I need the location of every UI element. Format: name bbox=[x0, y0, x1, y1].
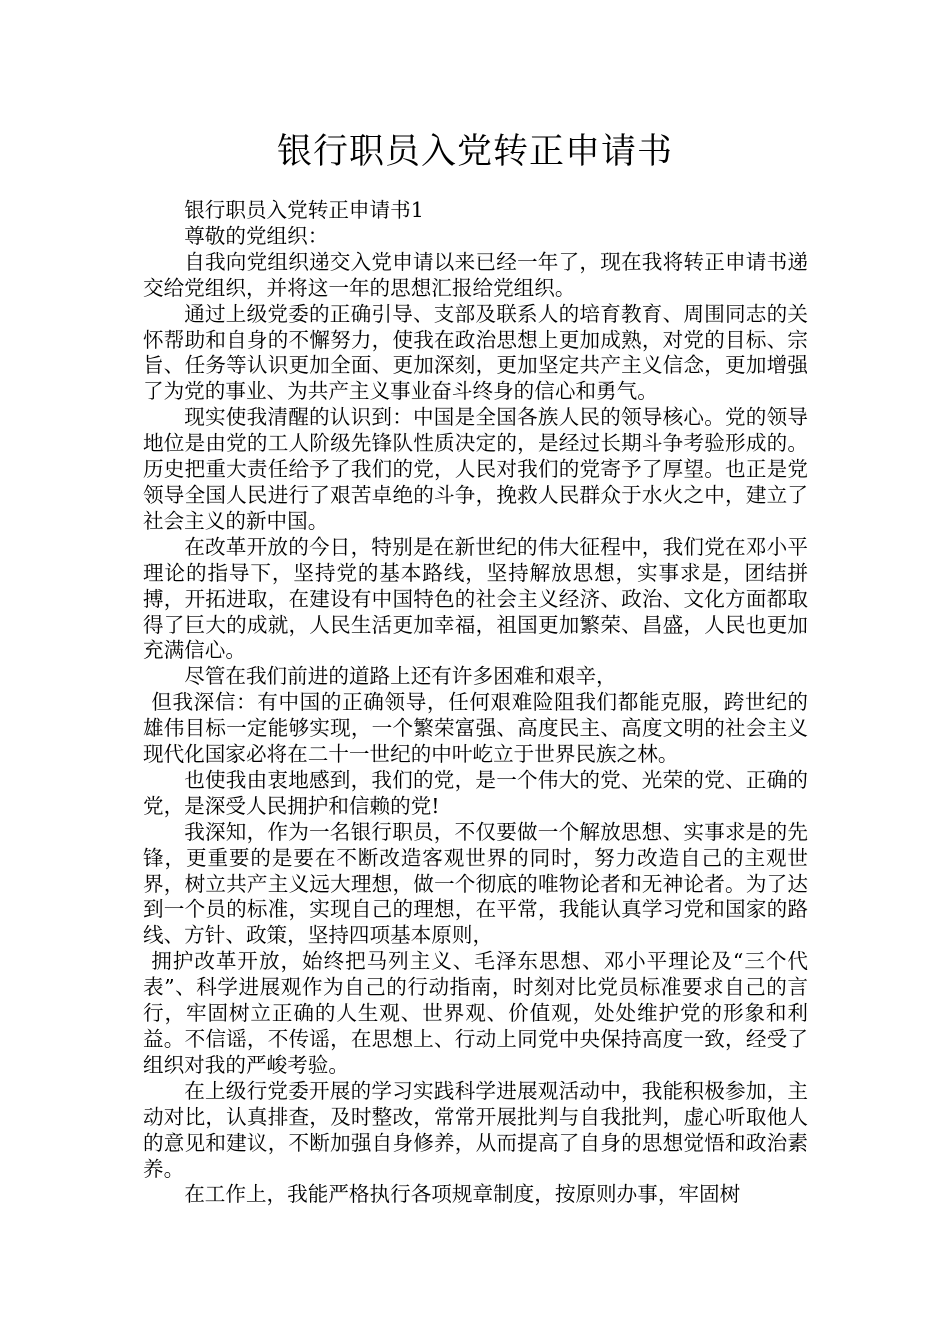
paragraph: 在改革开放的今日，特别是在新世纪的伟大征程中，我们党在邓小平理论的指导下，坚持党的基本路线，坚持解放思想，实事求是，团结拼搏，开拓进取，在建设有中国特色的社会主义经济、政治、文化方面都取得了巨大的成就，人民生活更加幸福，祖国更加繁荣、昌盛，人民也更加充满信心。 bbox=[143, 534, 808, 663]
document-body bbox=[143, 198, 808, 1208]
salutation: 尊敬的党组织： bbox=[184, 223, 329, 248]
paragraph: 我深知，作为一名银行职员，不仅要做一个解放思想、实事求是的先锋，更重要的是要在不断改造客观世界的同时，努力改造自己的主观世界，树立共产主义远大理想，做一个彻底的唯物论者和无神论者。为了达到一个员的标准，实现自己的理想，在平常，我能认真学习党和国家的路线、方针、政策，坚持四项基本原则， bbox=[143, 819, 808, 948]
paragraph: 但我深信：有中国的正确领导，任何艰难险阻我们都能克服，跨世纪的雄伟目标一定能够实现，一个繁荣富强、高度民主、高度文明的社会主义现代化国家必将在二十一世纪的中叶屹立于世界民族之林。 bbox=[143, 690, 808, 767]
paragraph: 尽管在我们前进的道路上还有许多困难和艰辛， bbox=[184, 664, 617, 689]
paragraph: 现实使我清醒的认识到：中国是全国各族人民的领导核心。党的领导地位是由党的工人阶级先锋队性质决定的，是经过长期斗争考验形成的。历史把重大责任给予了我们的党，人民对我们的党寄予了厚望。也正是党领导全国人民进行了艰苦卓绝的斗争，挽救人民群众于水火之中，建立了社会主义的新中国。 bbox=[143, 405, 808, 533]
paragraph: 在上级行党委开展的学习实践科学进展观活动中，我能积极参加，主动对比，认真排查，及时整改，常常开展批判与自我批判，虚心听取他人的意见和建议，不断加强自身修养，从而提高了自身的思想觉悟和政治素养。 bbox=[143, 1078, 808, 1181]
subtitle-line: 银行职员入党转正申请书1 bbox=[184, 198, 424, 222]
paragraph: 在工作上，我能严格执行各项规章制度，按原则办事，牢固树 bbox=[184, 1182, 741, 1207]
paragraph: 拥护改革开放，始终把马列主义、毛泽东思想、邓小平理论及“三个代表”、科学进展观作为自己的行动指南，时刻对比党员标准要求自己的言行，牢固树立正确的人生观、世界观、价值观，处处维护党的形象和利益。不信谣，不传谣，在思想上、行动上同党中央保持高度一致，经受了组织对我的严峻考验。 bbox=[143, 949, 808, 1077]
document-title: 银行职员入党转正申请书 bbox=[276, 132, 673, 172]
paragraph: 通过上级党委的正确引导、支部及联系人的培育教育、周围同志的关怀帮助和自身的不懈努力，使我在政治思想上更加成熟，对党的目标、宗旨、任务等认识更加全面、更加深刻，更加坚定共产主义信念，更加增强了为党的事业、为共产主义事业奋斗终身的信心和勇气。 bbox=[143, 301, 808, 404]
paragraph: 也使我由衷地感到，我们的党，是一个伟大的党、光荣的党、正确的党，是深受人民拥护和信赖的党! bbox=[143, 767, 808, 818]
paragraph: 自我向党组织递交入党申请以来已经一年了，现在我将转正申请书递交给党组织，并将这一年的思想汇报给党组织。 bbox=[143, 249, 808, 300]
